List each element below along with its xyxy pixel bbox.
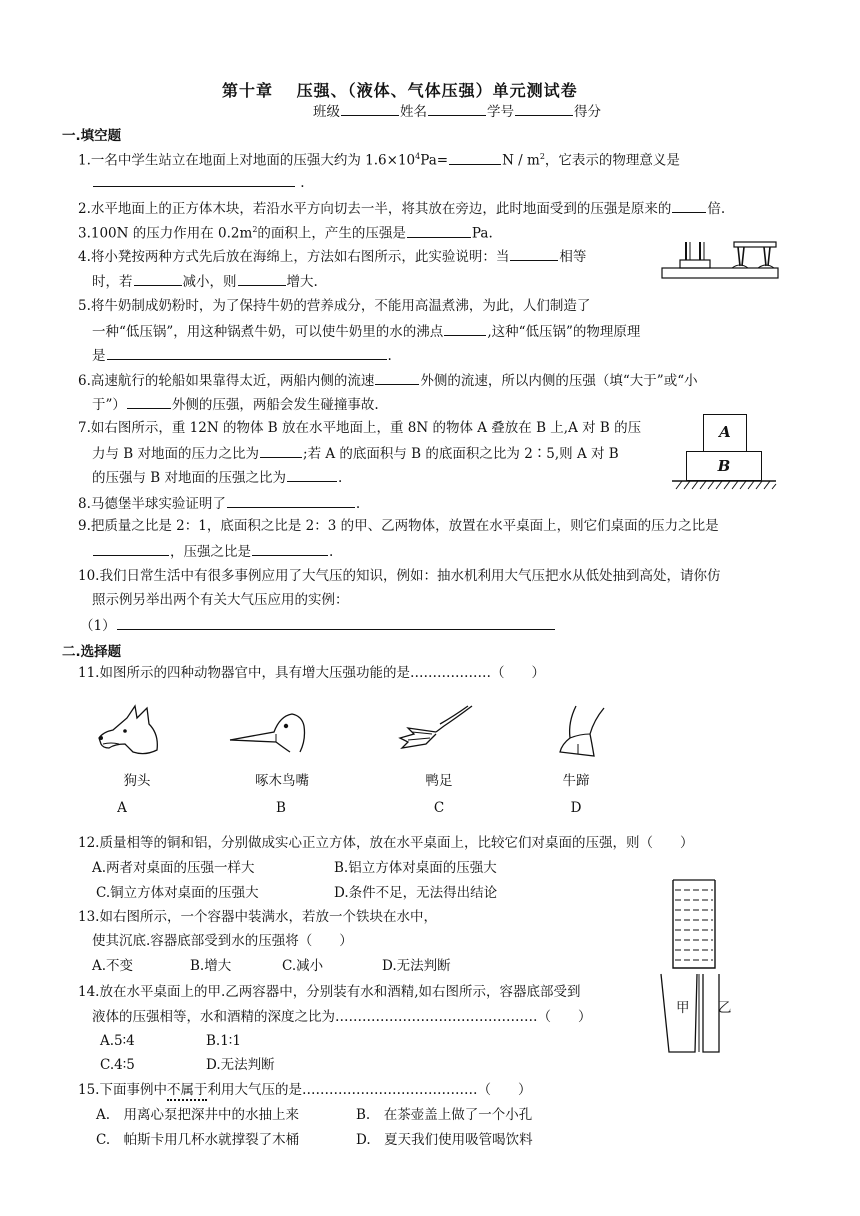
q1-blank-2[interactable]	[93, 172, 295, 187]
question-5-line2	[92, 321, 640, 341]
question-9-line2	[92, 541, 333, 561]
q5-text-b: ,这种“低压锅”的物理原理	[487, 324, 641, 340]
q12-option-c[interactable]: C.铜立方体对桌面的压强大	[96, 885, 259, 901]
q13-option-b[interactable]: B.增大	[190, 958, 232, 974]
question-11: 11.如图所示的四种动物器官中，具有增大压强功能的是………………（ ）	[78, 665, 545, 681]
q4-blank-2[interactable]	[134, 271, 182, 286]
q1-text-a: 1.一名中学生站立在地面上对地面的压强大约为 1.6×10	[78, 152, 416, 169]
q15-option-b[interactable]: B. 在茶壶盖上做了一个小孔	[356, 1107, 533, 1123]
class-blank[interactable]	[341, 101, 399, 116]
q1-sup: 4	[415, 152, 421, 161]
q9-end: .	[329, 544, 334, 560]
q6-blank-1[interactable]	[375, 370, 419, 385]
q6-text-c: 于”）	[92, 397, 126, 413]
q3-text-b: 的面积上，产生的压强是	[257, 225, 406, 242]
q6-text-b: 外侧的流速，所以内侧的压强（填“大于”或“小	[420, 373, 698, 389]
q1-sup2: 2	[539, 152, 545, 161]
question-15	[78, 1081, 531, 1099]
q4-text-b: 相等	[559, 249, 587, 265]
duck-foot-icon	[396, 704, 474, 758]
question-10-line3	[80, 615, 556, 635]
q6-text-d: 外侧的压强，两船会发生碰撞事故.	[171, 397, 379, 413]
q5-text-c: 是	[92, 348, 106, 364]
q8-blank[interactable]	[227, 493, 355, 508]
animal-label-cow-hoof: 牛蹄	[562, 773, 590, 789]
q6-blank-2[interactable]	[127, 394, 171, 409]
question-13-line2: 使其沉底.容器底部受到水的压强将（ ）	[92, 933, 353, 949]
q8-end: .	[355, 496, 361, 512]
q15-text-c: 利用大气压的是…………………………………（ ）	[207, 1082, 532, 1098]
q1-text-b: Pa=	[420, 152, 449, 169]
q7-text-b: ;若 A 的底面积与 B 的底面积之比为 2∶5,则 A 对 B	[303, 446, 619, 462]
block-b	[686, 451, 762, 481]
container-label-jia: 甲	[676, 1000, 690, 1016]
student-info-line	[313, 101, 601, 121]
q11-option-c[interactable]: C	[433, 800, 445, 816]
cow-hoof-icon	[554, 704, 612, 760]
question-10-line2: 照示例另举出两个有关大气压应用的实例：	[92, 592, 349, 608]
section-heading-fill-in: 一.填空题	[62, 128, 122, 144]
question-8	[78, 493, 360, 513]
q3-end: Pa.	[471, 225, 493, 242]
question-2	[78, 198, 725, 218]
question-1-line2	[92, 172, 305, 192]
q13-option-a[interactable]: A.不变	[92, 958, 134, 974]
q14-option-d[interactable]: D.无法判断	[206, 1057, 275, 1073]
q12-option-a[interactable]: A.两者对桌面的压强一样大	[92, 860, 255, 876]
question-14: 14.放在水平桌面上的甲.乙两容器中，分别装有水和酒精,如右图所示，容器底部受到	[78, 984, 581, 1000]
q13-option-c[interactable]: C.减小	[282, 958, 324, 974]
q1-text-d: ，它表示的物理意义是	[544, 152, 680, 169]
question-6	[78, 370, 698, 390]
question-3	[78, 221, 493, 243]
q15-option-a[interactable]: A. 用离心泵把深井中的水抽上来	[96, 1107, 300, 1123]
q15-emphasis: 不属于	[167, 1082, 208, 1101]
block-b-label: B	[717, 457, 731, 475]
q4-blank-3[interactable]	[238, 271, 286, 286]
page-title: 第十章 压强、（液体、气体压强）单元测试卷	[222, 81, 578, 100]
q2-text: 2.水平地面上的正方体木块，若沿水平方向切去一半，将其放在旁边，此时地面受到的压强是原来的	[78, 201, 672, 217]
animal-label-woodpecker-beak: 啄木鸟嘴	[255, 773, 309, 789]
name-blank[interactable]	[428, 101, 486, 116]
q2-blank[interactable]	[672, 198, 706, 213]
name-label: 姓名	[400, 104, 427, 120]
q11-option-d[interactable]: D	[570, 800, 582, 816]
question-7-line3	[92, 467, 342, 487]
question-14-line2: 液体的压强相等，水和酒精的深度之比为………………………………………（ ）	[92, 1009, 592, 1025]
q11-option-a[interactable]: A	[117, 800, 127, 816]
q5-text-a: 一种“低压锅”，用这种锅煮牛奶，可以使牛奶里的水的沸点	[92, 324, 444, 340]
ground-hatch	[672, 480, 776, 490]
animal-label-dog-head: 狗头	[123, 773, 151, 789]
q2-end: 倍.	[707, 201, 726, 217]
q4-text-c: 时，若	[92, 274, 133, 290]
question-7: 7.如右图所示，重 12N 的物体 B 放在水平地面上，重 8N 的物体 A 叠放在 B 上,A 对 B 的压	[78, 420, 642, 436]
two-containers-figure	[659, 972, 745, 1054]
q4-blank-1[interactable]	[510, 246, 558, 261]
q3-text-a: 3.100N 的压力作用在 0.2m	[78, 225, 253, 242]
q4-text-d: 减小，则	[182, 274, 237, 290]
q7-text-c: 的压强与 B 对地面的压强之比为	[92, 470, 287, 486]
q1-end: .	[300, 175, 305, 191]
q5-end: .	[387, 348, 392, 364]
q12-option-b[interactable]: B.铝立方体对桌面的压强大	[334, 860, 497, 876]
question-1	[78, 148, 680, 170]
q15-option-c[interactable]: C. 帕斯卡用几杯水就撑裂了木桶	[96, 1132, 300, 1148]
question-9: 9.把质量之比是 2：1，底面积之比是 2：3 的甲、乙两物体，放置在水平桌面上，则它们桌面的压力之比是	[78, 518, 719, 534]
block-a	[703, 414, 747, 452]
student-id-blank[interactable]	[515, 101, 573, 116]
q14-option-b[interactable]: B.1∶1	[206, 1033, 241, 1049]
woodpecker-beak-icon	[230, 708, 308, 754]
q9-blank-1[interactable]	[93, 541, 169, 556]
question-6-line2	[92, 394, 379, 414]
question-7-line2	[92, 443, 619, 463]
student-id-label: 学号	[487, 104, 514, 120]
q14-option-c[interactable]: C.4∶5	[100, 1057, 135, 1073]
q6-text-a: 6.高速航行的轮船如果靠得太近，两船内侧的流速	[78, 373, 375, 389]
question-13: 13.如右图所示，一个容器中装满水，若放一个铁块在水中，	[78, 909, 437, 925]
q8-text: 8.马德堡半球实验证明了	[78, 496, 226, 512]
water-container-figure	[671, 878, 717, 970]
q13-option-d[interactable]: D.无法判断	[382, 958, 451, 974]
q12-option-d[interactable]: D.条件不足，无法得出结论	[334, 885, 498, 901]
q7-end: .	[338, 470, 343, 486]
dog-head-icon	[97, 704, 163, 758]
q7-text-a: 力与 B 对地面的压力之比为	[92, 446, 260, 462]
q4-text-e: 增大.	[286, 274, 318, 290]
score-label: 得分	[574, 104, 601, 120]
q5-blank-2[interactable]	[107, 345, 387, 360]
stool-on-sponge-figure	[660, 238, 780, 280]
q14-option-a[interactable]: A.5∶4	[100, 1033, 135, 1049]
q3-blank[interactable]	[407, 223, 471, 238]
question-10: 10.我们日常生活中有很多事例应用了大气压的知识，例如：抽水机利用大气压把水从低处抽到高处，请你仿	[78, 568, 721, 584]
question-5-line3	[92, 345, 392, 365]
q1-text-c: N / m	[502, 152, 540, 169]
q7-blank-1[interactable]	[260, 443, 302, 458]
q7-blank-2[interactable]	[287, 467, 337, 482]
question-4	[78, 246, 586, 266]
q9-blank-2[interactable]	[252, 541, 328, 556]
q11-option-b[interactable]: B	[276, 800, 286, 816]
question-5: 5.将牛奶制成奶粉时，为了保持牛奶的营养成分，不能用高温煮沸，为此，人们制造了	[78, 298, 591, 314]
animal-label-duck-foot: 鸭足	[425, 773, 453, 789]
class-label: 班级	[313, 104, 340, 120]
q10-blank[interactable]	[117, 615, 555, 630]
question-12: 12.质量相等的铜和铝，分别做成实心正立方体，放在水平桌面上，比较它们对桌面的压强，则（ ）	[78, 835, 694, 851]
q15-text-a: 15.下面事例中	[78, 1082, 167, 1098]
q3-sup: 2	[252, 225, 258, 234]
q5-blank-1[interactable]	[444, 321, 486, 336]
q1-blank-1[interactable]	[449, 150, 501, 165]
q4-text-a: 4.将小凳按两种方式先后放在海绵上，方法如右图所示，此实验说明：当	[78, 249, 510, 265]
question-4-line2	[92, 271, 318, 291]
q10-item-1: （1）	[80, 618, 116, 634]
q9-text-a: ，压强之比是	[170, 544, 251, 560]
container-label-yi: 乙	[718, 1000, 732, 1016]
q15-option-d[interactable]: D. 夏天我们使用吸管喝饮料	[356, 1132, 533, 1148]
block-a-label: A	[719, 423, 731, 441]
section-heading-multiple-choice: 二.选择题	[62, 644, 122, 660]
